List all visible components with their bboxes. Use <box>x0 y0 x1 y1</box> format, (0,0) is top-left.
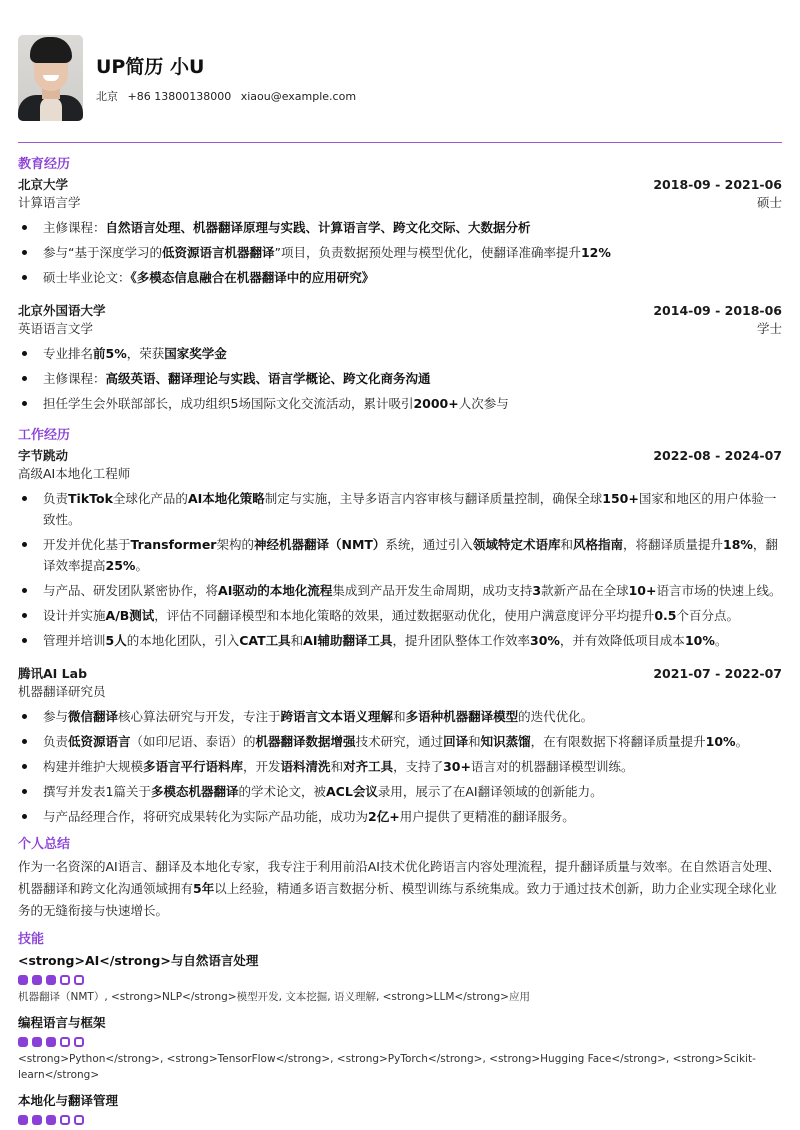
entry-header <box>18 447 782 465</box>
filled-dot-icon <box>18 1037 28 1047</box>
degree: 硕士 <box>756 195 782 210</box>
bold-text: 对齐工具 <box>343 759 394 774</box>
bullet-list <box>18 488 782 651</box>
section-title-summary: 个人总结 <box>18 837 71 852</box>
bullet-item: 开发并优化基于Transformer架构的神经机器翻译（NMT）系统，通过引入领域特定术语库和风格指南，将翻译质量提升18%，翻译效率提高25%。 <box>18 534 782 576</box>
bold-text: 微信翻译 <box>68 709 119 724</box>
entry-header <box>18 302 782 320</box>
work-entry <box>18 447 782 651</box>
bold-text: AI驱动的本地化流程 <box>218 583 333 598</box>
school-name: 北京大学 <box>18 177 69 192</box>
section-title-work: 工作经历 <box>18 428 71 443</box>
resume-header <box>18 0 782 142</box>
entry-subheader <box>18 194 782 212</box>
bold-text: AI辅助翻译工具 <box>303 633 393 648</box>
contact-phone: +86 13800138000 <box>127 89 232 103</box>
bullet-item: 硕士毕业论文：《多模态信息融合在机器翻译中的应用研究》 <box>18 267 782 288</box>
bold-text: TikTok <box>68 491 113 506</box>
bold-text: 30+ <box>443 759 471 774</box>
school-name: 北京外国语大学 <box>18 303 106 318</box>
bullet-item: 主修课程：高级英语、翻译理论与实践、语言学概论、跨文化商务沟通 <box>18 368 782 389</box>
skill-name: 编程语言与框架 <box>18 1015 106 1030</box>
skill-item <box>18 1091 782 1125</box>
bold-text: 多语言平行语料库 <box>143 759 244 774</box>
filled-dot-icon <box>46 975 56 985</box>
bold-text: 30% <box>530 633 560 648</box>
bullet-item: 担任学生会外联部部长，成功组织5场国际文化交流活动，累计吸引2000+人次参与 <box>18 393 782 414</box>
bold-text: 2亿+ <box>368 809 400 824</box>
skill-level-rating <box>18 1115 782 1125</box>
summary-text: 作为一名资深的AI语言、翻译及本地化专家，我专注于利用前沿AI技术优化跨语言内容处理流程，提升翻译质量与效率。在自然语言处理、机器翻译和跨文化沟通领域拥有5年以上经验，精通多语言数据分析、模型训练与系统集成。致力于通过技术创新，助力企业实现全球化业务的无缝衔接与快速增长。 <box>18 859 780 918</box>
empty-dot-icon <box>60 975 70 985</box>
bullet-item: 负责TikTok全球化产品的AI本地化策略制定与实施，主导多语言内容审核与翻译质量控制，确保全球150+国家和地区的用户体验一致性。 <box>18 488 782 530</box>
entry-subheader <box>18 465 782 483</box>
bold-text: 150+ <box>602 491 639 506</box>
empty-dot-icon <box>60 1115 70 1125</box>
bullet-item: 主修课程：自然语言处理、机器翻译原理与实践、计算语言学、跨文化交际、大数据分析 <box>18 217 782 238</box>
bold-text: 低资源语言机器翻译 <box>161 245 275 260</box>
empty-dot-icon <box>74 1037 84 1047</box>
empty-dot-icon <box>74 1115 84 1125</box>
company-name: 字节跳动 <box>18 448 69 463</box>
bold-text: 多语种机器翻译模型 <box>405 709 519 724</box>
empty-dot-icon <box>60 1037 70 1047</box>
filled-dot-icon <box>18 975 28 985</box>
skill-level-rating <box>18 1037 782 1047</box>
bold-text: 12% <box>580 245 611 260</box>
skill-item <box>18 951 782 1005</box>
bold-text: 18% <box>723 537 753 552</box>
job-role: 机器翻译研究员 <box>18 684 106 699</box>
bold-text: 风格指南 <box>572 537 623 552</box>
entry-subheader <box>18 683 782 701</box>
bold-text: AI本地化策略 <box>187 491 265 506</box>
bullet-item: 参与“基于深度学习的低资源语言机器翻译”项目，负责数据预处理与模型优化，使翻译准确率提升12% <box>18 242 782 263</box>
work-entry <box>18 665 782 827</box>
date-range: 2018-09 - 2021-06 <box>653 177 782 192</box>
header-info <box>96 52 362 104</box>
filled-dot-icon <box>46 1037 56 1047</box>
bullet-item: 撰写并发表1篇关于多模态机器翻译的学术论文，被ACL会议录用，展示了在AI翻译领域的创新能力。 <box>18 781 782 802</box>
bold-text: 知识蒸馏 <box>480 734 531 749</box>
bold-text: 5人 <box>105 633 127 648</box>
bold-text: ACL会议 <box>326 784 378 799</box>
section-title-skills: 技能 <box>18 932 45 947</box>
bold-text: 国家奖学金 <box>164 346 227 361</box>
bullet-item: 参与微信翻译核心算法研究与开发，专注于跨语言文本语义理解和多语种机器翻译模型的迭代优化。 <box>18 706 782 727</box>
major: 英语语言文学 <box>18 321 94 336</box>
skill-name: <strong>AI</strong>与自然语言处理 <box>18 953 259 968</box>
header-divider <box>18 142 782 143</box>
bold-text: 多模态机器翻译 <box>150 784 239 799</box>
bold-text: 2000+ <box>413 396 459 411</box>
company-name: 腾讯AI Lab <box>18 666 88 681</box>
bullet-list <box>18 217 782 288</box>
bold-text: 3 <box>532 583 542 598</box>
bold-text: 高级英语、翻译理论与实践、语言学概论、跨文化商务沟通 <box>105 371 431 386</box>
bold-text: 25% <box>105 558 136 573</box>
bold-text: 0.5 <box>654 608 677 623</box>
date-range: 2014-09 - 2018-06 <box>653 303 782 318</box>
contact-email[interactable]: xiaou@example.com <box>240 89 357 103</box>
education-entry <box>18 176 782 288</box>
bold-text: Transformer <box>130 537 217 552</box>
avatar <box>18 35 83 121</box>
skill-level-rating <box>18 975 782 985</box>
filled-dot-icon <box>32 975 42 985</box>
bold-text: 5年 <box>193 881 215 896</box>
job-role: 高级AI本地化工程师 <box>18 466 131 481</box>
bullet-item: 管理并培训5人的本地化团队，引入CAT工具和AI辅助翻译工具，提升团队整体工作效率30%，并有效降低项目成本10%。 <box>18 630 782 651</box>
filled-dot-icon <box>46 1115 56 1125</box>
skills-section <box>18 932 782 1125</box>
bold-text: 神经机器翻译（NMT） <box>253 537 386 552</box>
skill-item <box>18 1013 782 1083</box>
major: 计算语言学 <box>18 195 81 210</box>
candidate-name: UP简历 小U <box>96 55 205 78</box>
bold-text: 跨语言文本语义理解 <box>280 709 394 724</box>
bold-text: 语料清洗 <box>280 759 331 774</box>
section-title-education: 教育经历 <box>18 157 71 172</box>
bullet-item: 负责低资源语言（如印尼语、泰语）的机器翻译数据增强技术研究，通过回译和知识蒸馏，在有限数据下将翻译质量提升10%。 <box>18 731 782 752</box>
work-section <box>18 428 782 827</box>
bold-text: 机器翻译数据增强 <box>255 734 356 749</box>
bold-text: 自然语言处理、机器翻译原理与实践、计算语言学、跨文化交际、大数据分析 <box>105 220 531 235</box>
bold-text: 回译 <box>443 734 469 749</box>
bullet-list <box>18 343 782 414</box>
empty-dot-icon <box>74 975 84 985</box>
bullet-list <box>18 706 782 827</box>
contact-city: 北京 <box>96 89 118 103</box>
bullet-item: 与产品经理合作，将研究成果转化为实际产品功能，成功为2亿+用户提供了更精准的翻译服务。 <box>18 806 782 827</box>
bold-text: 低资源语言 <box>68 734 131 749</box>
skill-name: 本地化与翻译管理 <box>18 1093 119 1108</box>
filled-dot-icon <box>18 1115 28 1125</box>
education-entry <box>18 302 782 414</box>
bullet-item: 专业排名前5%，荣获国家奖学金 <box>18 343 782 364</box>
bold-text: 《多模态信息融合在机器翻译中的应用研究》 <box>130 270 375 285</box>
bold-text: 10+ <box>628 583 657 598</box>
filled-dot-icon <box>32 1037 42 1047</box>
bold-text: 10% <box>705 734 736 749</box>
entry-header <box>18 665 782 683</box>
bold-text: 领域特定术语库 <box>472 537 561 552</box>
bold-text: 前5% <box>93 346 127 361</box>
contact-line <box>96 88 362 104</box>
bullet-item: 设计并实施A/B测试，评估不同翻译模型和本地化策略的效果，通过数据驱动优化，使用户满意度评分平均提升0.5个百分点。 <box>18 605 782 626</box>
entry-subheader <box>18 320 782 338</box>
summary-section <box>18 837 782 922</box>
bullet-item: 与产品、研发团队紧密协作，将AI驱动的本地化流程集成到产品开发生命周期，成功支持3款新产品在全球10+语言市场的快速上线。 <box>18 580 782 601</box>
bullet-item: 构建并维护大规模多语言平行语料库，开发语料清洗和对齐工具，支持了30+语言对的机器翻译模型训练。 <box>18 756 782 777</box>
skill-description: <strong>Python</strong>, <strong>TensorFlow</strong>, <strong>PyTorch</strong>, <strong>Hugging Face</strong>, <strong>Scikit-learn</strong> <box>18 1053 756 1081</box>
entry-header <box>18 176 782 194</box>
date-range: 2022-08 - 2024-07 <box>653 448 782 463</box>
bold-text: CAT工具 <box>239 633 291 648</box>
bold-text: 10% <box>684 633 715 648</box>
skill-description: 机器翻译（NMT）, <strong>NLP</strong>模型开发, 文本挖掘, 语义理解, <strong>LLM</strong>应用 <box>18 991 530 1003</box>
date-range: 2021-07 - 2022-07 <box>653 666 782 681</box>
education-section <box>18 157 782 414</box>
bold-text: A/B测试 <box>105 608 155 623</box>
filled-dot-icon <box>32 1115 42 1125</box>
degree: 学士 <box>756 321 782 336</box>
